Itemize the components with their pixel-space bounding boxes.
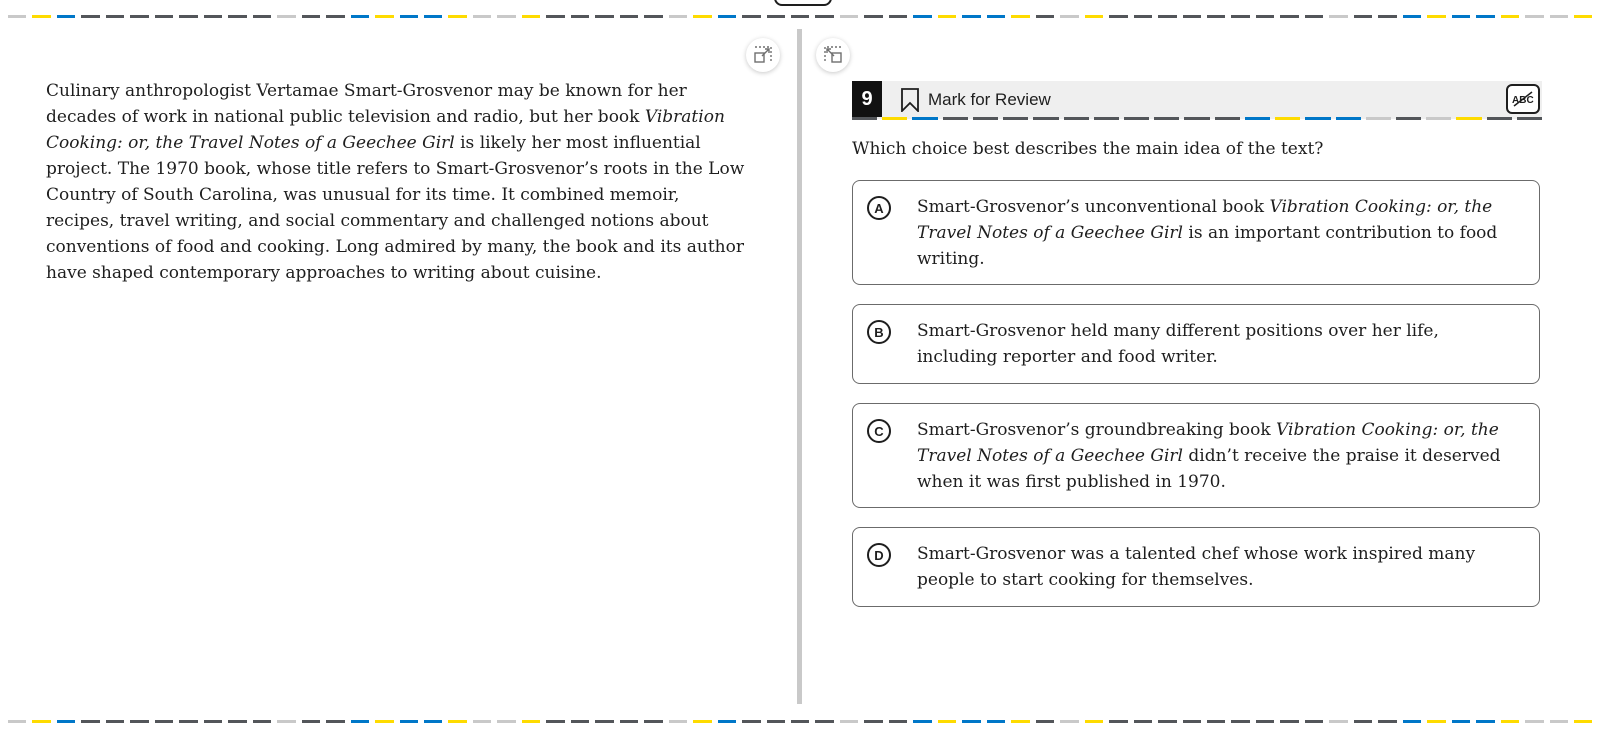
strip-segment <box>204 15 222 18</box>
strip-segment <box>1245 117 1270 120</box>
strip-segment <box>815 720 833 723</box>
strip-segment <box>620 15 638 18</box>
strip-segment <box>106 15 124 18</box>
strip-segment <box>400 720 418 723</box>
strip-segment <box>1134 720 1152 723</box>
top-color-strip <box>8 15 1592 18</box>
strip-segment <box>1305 117 1330 120</box>
question-prompt: Which choice best describes the main idea of the text? <box>852 139 1324 159</box>
strip-segment <box>130 720 148 723</box>
strip-segment <box>8 720 26 723</box>
passage-text-intro: Culinary anthropologist Vertamae Smart-Grosvenor may be known for her decades of work in national public television and radio, but her book <box>46 81 687 127</box>
answer-choice-c[interactable] <box>852 403 1540 508</box>
mark-for-review-label: Mark for Review <box>928 90 1051 109</box>
strip-segment <box>1403 15 1421 18</box>
expand-question-button[interactable] <box>816 38 850 72</box>
strip-segment <box>1550 720 1568 723</box>
strip-segment <box>644 15 662 18</box>
strip-segment <box>718 720 736 723</box>
strip-segment <box>1154 117 1179 120</box>
strip-segment <box>277 15 295 18</box>
strip-segment <box>424 15 442 18</box>
question-number: 9 <box>852 81 882 117</box>
strip-segment <box>155 15 173 18</box>
strip-segment <box>1184 117 1209 120</box>
choice-text-c: Smart-Grosvenor’s groundbreaking book Vibration Cooking: or, the Travel Notes of a Geechee Girl didn’t receive the praise it deserved when it was first published in 1970. <box>917 420 1501 492</box>
strip-segment <box>130 15 148 18</box>
strip-segment <box>1452 720 1470 723</box>
strip-segment <box>1378 15 1396 18</box>
strip-segment <box>302 15 320 18</box>
strip-segment <box>448 720 466 723</box>
strip-segment <box>1158 15 1176 18</box>
strip-segment <box>81 720 99 723</box>
strip-segment <box>1476 720 1494 723</box>
strip-segment <box>864 720 882 723</box>
strip-segment <box>987 720 1005 723</box>
choice-letter-a: A <box>867 196 891 220</box>
strip-segment <box>106 720 124 723</box>
strip-segment <box>742 720 760 723</box>
strip-segment <box>546 15 564 18</box>
strip-segment <box>1427 15 1445 18</box>
strip-segment <box>1501 15 1519 18</box>
answer-choice-d[interactable] <box>852 527 1540 607</box>
strip-segment <box>938 15 956 18</box>
strip-segment <box>351 15 369 18</box>
passage-text-body: is likely her most influential project. The 1970 book, whose title refers to Smart-Grosvenor’s roots in the Low Country of South Carolina, was unusual for its time. It combined memoir, recipes, travel writing, and social commentary and challenged notions about conventions of food and cooking. Long admired by many, the book and its author have shaped contemporary approaches to writing about cuisine. <box>46 133 745 283</box>
strip-segment <box>1183 15 1201 18</box>
expand-passage-button[interactable] <box>746 38 780 72</box>
strip-segment <box>1003 117 1028 120</box>
collapse-icon <box>823 45 843 65</box>
expand-icon <box>753 45 773 65</box>
strip-segment <box>1060 720 1078 723</box>
strip-segment <box>375 15 393 18</box>
question-header <box>852 81 1542 119</box>
strip-segment <box>1275 117 1300 120</box>
top-tab-handle[interactable] <box>774 0 832 6</box>
strip-segment <box>179 15 197 18</box>
strip-segment <box>1124 117 1149 120</box>
strip-segment <box>228 15 246 18</box>
choice-text-d: Smart-Grosvenor was a talented chef whose work inspired many people to start cooking for themselves. <box>917 544 1476 590</box>
strip-segment <box>1256 15 1274 18</box>
strip-segment <box>253 720 271 723</box>
strip-segment <box>1011 720 1029 723</box>
strip-segment <box>864 15 882 18</box>
answer-choice-a[interactable] <box>852 180 1540 285</box>
strip-segment <box>840 720 858 723</box>
strip-segment <box>815 15 833 18</box>
strip-segment <box>669 720 687 723</box>
abc-icon-text: ABC <box>1512 95 1534 106</box>
strip-segment <box>767 720 785 723</box>
strip-segment <box>1366 117 1391 120</box>
strip-segment <box>889 15 907 18</box>
strip-segment <box>1427 720 1445 723</box>
strip-segment <box>1011 15 1029 18</box>
strip-segment <box>943 117 968 120</box>
answer-choice-b[interactable] <box>852 304 1540 384</box>
strip-segment <box>938 720 956 723</box>
strip-segment <box>424 720 442 723</box>
strip-segment <box>791 15 809 18</box>
strip-segment <box>1231 720 1249 723</box>
strip-segment <box>448 15 466 18</box>
strip-segment <box>1329 15 1347 18</box>
strip-segment <box>882 117 907 120</box>
strip-segment <box>1207 720 1225 723</box>
strip-segment <box>1085 720 1103 723</box>
strip-segment <box>302 720 320 723</box>
strip-segment <box>1158 720 1176 723</box>
strip-segment <box>1396 117 1421 120</box>
strip-segment <box>204 720 222 723</box>
strip-segment <box>1354 720 1372 723</box>
strip-segment <box>1280 720 1298 723</box>
strip-segment <box>1403 720 1421 723</box>
strip-segment <box>1280 15 1298 18</box>
strip-segment <box>32 15 50 18</box>
strip-segment <box>1550 15 1568 18</box>
passage-text <box>46 78 746 286</box>
strip-segment <box>962 15 980 18</box>
strip-segment <box>1574 720 1592 723</box>
strip-segment <box>1094 117 1119 120</box>
strip-segment <box>1426 117 1451 120</box>
strip-segment <box>767 15 785 18</box>
strip-segment <box>400 15 418 18</box>
strip-segment <box>620 720 638 723</box>
strip-segment <box>1305 15 1323 18</box>
strip-segment <box>1231 15 1249 18</box>
strip-segment <box>1109 720 1127 723</box>
strip-segment <box>595 15 613 18</box>
strip-segment <box>1525 720 1543 723</box>
strip-segment <box>473 15 491 18</box>
strip-segment <box>326 720 344 723</box>
header-color-strip <box>852 117 1542 120</box>
strip-segment <box>973 117 998 120</box>
strip-segment <box>913 15 931 18</box>
strip-segment <box>1109 15 1127 18</box>
strip-segment <box>497 720 515 723</box>
strip-segment <box>1036 15 1054 18</box>
strip-segment <box>1456 117 1481 120</box>
strip-segment <box>1207 15 1225 18</box>
strip-segment <box>228 720 246 723</box>
strip-segment <box>595 720 613 723</box>
strip-segment <box>1305 720 1323 723</box>
strip-segment <box>1452 15 1470 18</box>
strip-segment <box>497 15 515 18</box>
strip-segment <box>962 720 980 723</box>
strip-segment <box>852 117 877 120</box>
strip-segment <box>1183 720 1201 723</box>
strip-segment <box>351 720 369 723</box>
bottom-color-strip <box>8 720 1592 723</box>
choice-letter-b: B <box>867 320 891 344</box>
abc-strikethrough-icon <box>1510 90 1536 108</box>
strip-segment <box>912 117 937 120</box>
strip-segment <box>1060 15 1078 18</box>
pane-divider[interactable] <box>797 29 802 704</box>
strip-segment <box>889 720 907 723</box>
strip-segment <box>1378 720 1396 723</box>
mark-for-review-button[interactable] <box>900 88 1051 112</box>
choice-text-a: Smart-Grosvenor’s unconventional book Vibration Cooking: or, the Travel Notes of a Geechee Girl is an important contribution to food writing. <box>917 197 1498 269</box>
strip-segment <box>57 720 75 723</box>
strip-segment <box>571 15 589 18</box>
strip-segment <box>1574 15 1592 18</box>
strip-segment <box>1215 117 1240 120</box>
strip-segment <box>81 15 99 18</box>
strip-segment <box>840 15 858 18</box>
strip-segment <box>1476 15 1494 18</box>
strip-segment <box>1036 720 1054 723</box>
strip-segment <box>1064 117 1089 120</box>
strip-segment <box>253 15 271 18</box>
strip-segment <box>155 720 173 723</box>
strip-segment <box>718 15 736 18</box>
strip-segment <box>693 720 711 723</box>
strip-segment <box>571 720 589 723</box>
strip-segment <box>57 15 75 18</box>
strip-segment <box>1329 720 1347 723</box>
strip-segment <box>644 720 662 723</box>
strip-segment <box>1501 720 1519 723</box>
strip-segment <box>32 720 50 723</box>
strip-segment <box>1256 720 1274 723</box>
bookmark-icon <box>900 88 920 112</box>
passage-book-title: Vibration Cooking: or, the Travel Notes of a Geechee Girl <box>46 107 725 153</box>
strip-segment <box>913 720 931 723</box>
strip-segment <box>1336 117 1361 120</box>
strip-segment <box>1525 15 1543 18</box>
strip-segment <box>8 15 26 18</box>
strip-segment <box>179 720 197 723</box>
answer-eliminator-button[interactable] <box>1506 84 1540 114</box>
strip-segment <box>375 720 393 723</box>
strip-segment <box>522 15 540 18</box>
strip-segment <box>473 720 491 723</box>
strip-segment <box>326 15 344 18</box>
choice-text-b: Smart-Grosvenor held many different positions over her life, including reporter and food writer. <box>917 321 1439 367</box>
strip-segment <box>791 720 809 723</box>
strip-segment <box>669 15 687 18</box>
strip-segment <box>742 15 760 18</box>
choice-letter-c: C <box>867 419 891 443</box>
strip-segment <box>277 720 295 723</box>
strip-segment <box>987 15 1005 18</box>
strip-segment <box>522 720 540 723</box>
strip-segment <box>1354 15 1372 18</box>
strip-segment <box>1134 15 1152 18</box>
strip-segment <box>1517 117 1542 120</box>
choice-letter-d: D <box>867 543 891 567</box>
strip-segment <box>546 720 564 723</box>
strip-segment <box>693 15 711 18</box>
strip-segment <box>1085 15 1103 18</box>
strip-segment <box>1487 117 1512 120</box>
strip-segment <box>1033 117 1058 120</box>
